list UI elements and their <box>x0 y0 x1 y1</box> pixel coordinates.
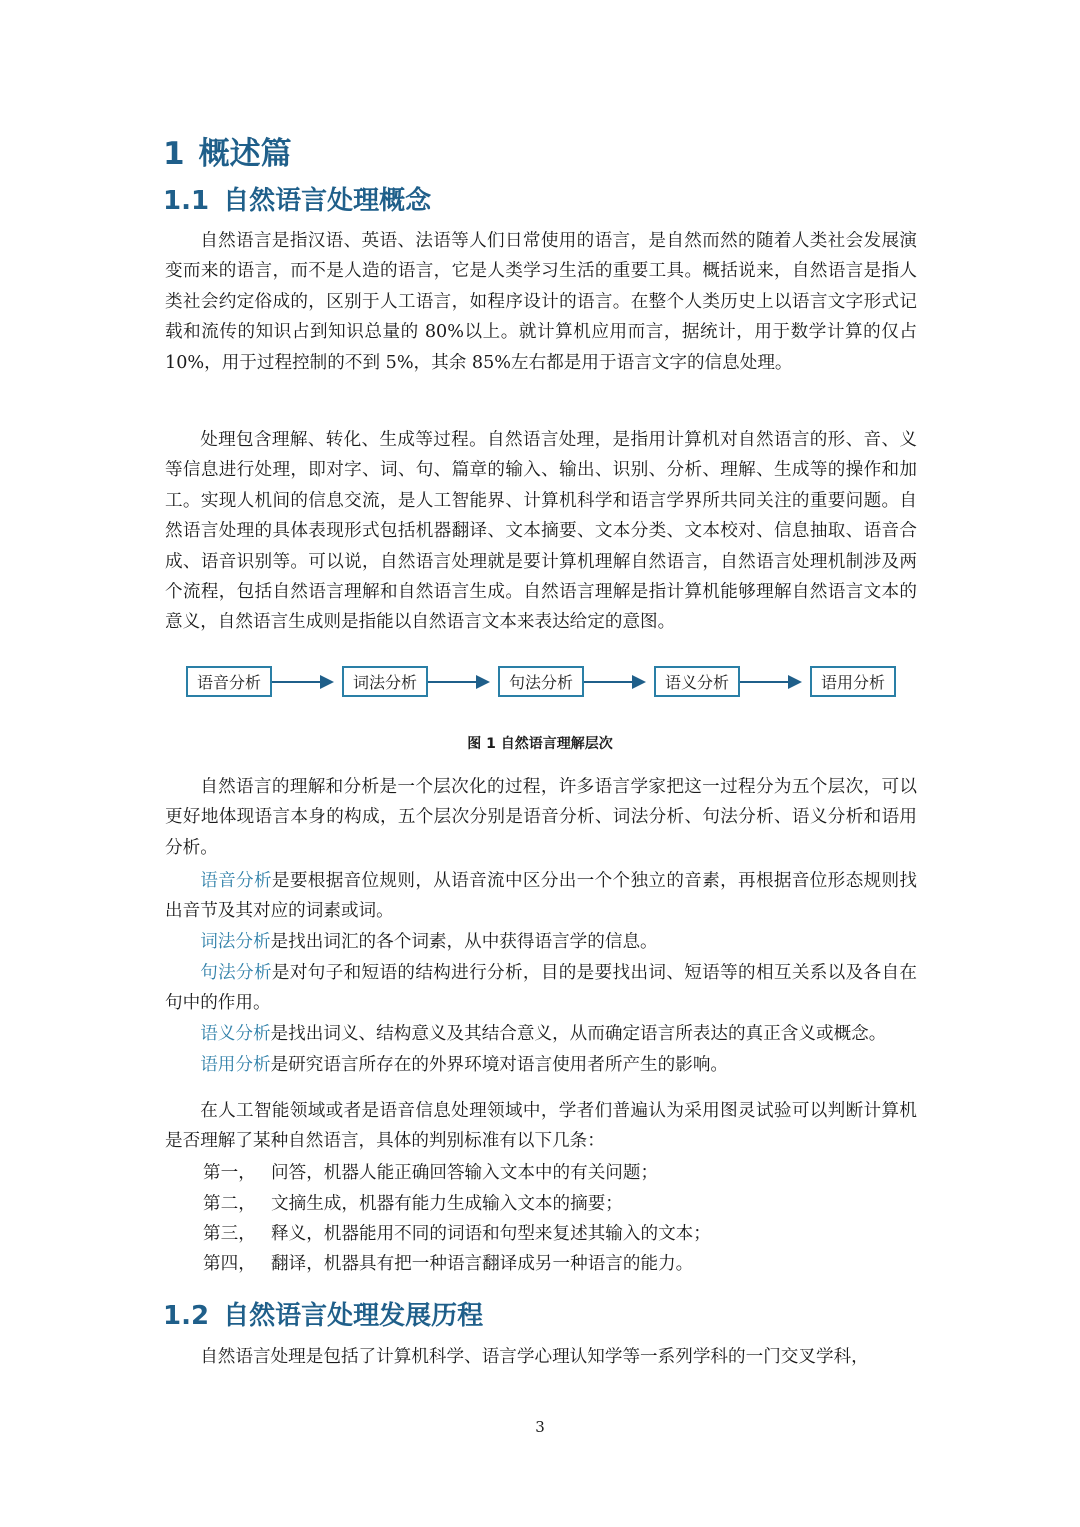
term-lexical: 词法分析 <box>200 932 271 952</box>
section-heading-1-1 <box>163 180 431 217</box>
term-semantic: 语义分析 <box>200 1024 271 1044</box>
definition-pragmatic <box>165 1050 917 1080</box>
criterion-4 <box>203 1249 693 1279</box>
figure-caption: 图 1 自然语言理解层次 <box>467 736 613 752</box>
definition-text: 是研究语言所存在的外界环境对语言使用者所产生的影响。 <box>270 1055 729 1075</box>
section-title: 自然语言处理概念 <box>223 186 432 216</box>
page-number: 3 <box>535 1418 545 1436</box>
criterion-ordinal: 第一， <box>203 1163 256 1183</box>
paragraph-3: 自然语言的理解和分析是一个层次化的过程，许多语言学家把这一过程分为五个层次，可以更好地体现语言本身的构成，五个层次分别是语音分析、词法分析、句法分析、语义分析和语用分析。 <box>165 777 917 858</box>
flow-arrow <box>272 681 332 683</box>
flow-box-lexical: 词法分析 <box>342 666 428 697</box>
definition-text: 是找出词义、结构意义及其结合意义，从而确定语言所表达的真正含义或概念。 <box>270 1024 887 1044</box>
paragraph-1: 自然语言是指汉语、英语、法语等人们日常使用的语言，是自然而然的随着人类社会发展演变而来的语言，而不是人造的语言，它是人类学习生活的重要工具。概括说来，自然语言是指人类社会约定俗成的，区别于人工语言，如程序设计的语言。在整个人类历史上以语言文字形式记载和流传的知识占到知识总量的 80%以上。就计算机应用而言，据统计，用于数学计算的仅占 10%，用于过程控制的不到 5%，其余 85%左右都是用于语言文字的信息处理。 <box>165 231 917 373</box>
term-syntactic: 句法分析 <box>200 963 272 983</box>
flow-box-pragmatic: 语用分析 <box>810 666 896 697</box>
definition-lexical <box>165 927 917 957</box>
chapter-number: 1 <box>163 136 185 172</box>
criterion-ordinal: 第四， <box>203 1254 256 1274</box>
definition-text: 是要根据音位规则，从语音流中区分出一个个独立的音素，再根据音位形态规则找出音节及其对应的词素或词。 <box>165 871 917 922</box>
criterion-ordinal: 第二， <box>203 1194 256 1214</box>
chapter-title: 概述篇 <box>198 136 292 172</box>
flow-box-phonetic: 语音分析 <box>186 666 272 697</box>
criterion-2 <box>203 1189 623 1219</box>
definition-phonetic <box>165 866 917 927</box>
criterion-text: 问答，机器人能正确回答输入文本中的有关问题； <box>271 1163 659 1183</box>
flow-arrow <box>428 681 488 683</box>
flow-arrow <box>584 681 644 683</box>
section-number: 1.1 <box>163 186 210 216</box>
flow-arrow <box>740 681 800 683</box>
term-pragmatic: 语用分析 <box>200 1055 271 1075</box>
chapter-heading <box>163 128 292 173</box>
definition-text: 是对句子和短语的结构进行分析，目的是要找出词、短语等的相互关系以及各自在句中的作用。 <box>165 963 917 1014</box>
section-title: 自然语言处理发展历程 <box>223 1301 484 1331</box>
criterion-text: 文摘生成，机器有能力生成输入文本的摘要； <box>271 1194 623 1214</box>
section-number: 1.2 <box>163 1301 210 1331</box>
paragraph-2: 处理包含理解、转化、生成等过程。自然语言处理，是指用计算机对自然语言的形、音、义等信息进行处理，即对字、词、句、篇章的输入、输出、识别、分析、理解、生成等的操作和加工。实现人机间的信息交流，是人工智能界、计算机科学和语言学界所共同关注的重要问题。自然语言处理的具体表现形式包括机器翻译、文本摘要、文本分类、文本校对、信息抽取、语音合成、语音识别等。可以说，自然语言处理就是要计算机理解自然语言，自然语言处理机制涉及两个流程，包括自然语言理解和自然语言生成。自然语言理解是指计算机能够理解自然语言文本的意义，自然语言生成则是指能以自然语言文本来表达给定的意图。 <box>165 430 917 633</box>
criterion-3 <box>203 1219 711 1249</box>
criterion-1 <box>203 1158 658 1188</box>
definition-syntactic <box>165 958 917 1019</box>
definition-semantic <box>165 1019 917 1049</box>
flow-box-semantic: 语义分析 <box>654 666 740 697</box>
paragraph-5: 自然语言处理是包括了计算机科学、语言学心理认知学等一系列学科的一门交叉学科， <box>200 1347 869 1367</box>
section-heading-1-2 <box>163 1295 483 1332</box>
flow-box-syntactic: 句法分析 <box>498 666 584 697</box>
paragraph-4: 在人工智能领域或者是语音信息处理领域中，学者们普遍认为采用图灵试验可以判断计算机是否理解了某种自然语言，具体的判别标准有以下几条： <box>165 1101 917 1152</box>
criterion-ordinal: 第三， <box>203 1224 256 1244</box>
criterion-text: 翻译，机器具有把一种语言翻译成另一种语言的能力。 <box>271 1254 694 1274</box>
criterion-text: 释义，机器能用不同的词语和句型来复述其输入的文本； <box>271 1224 711 1244</box>
term-phonetic: 语音分析 <box>200 871 272 891</box>
definition-text: 是找出词汇的各个词素，从中获得语言学的信息。 <box>270 932 658 952</box>
